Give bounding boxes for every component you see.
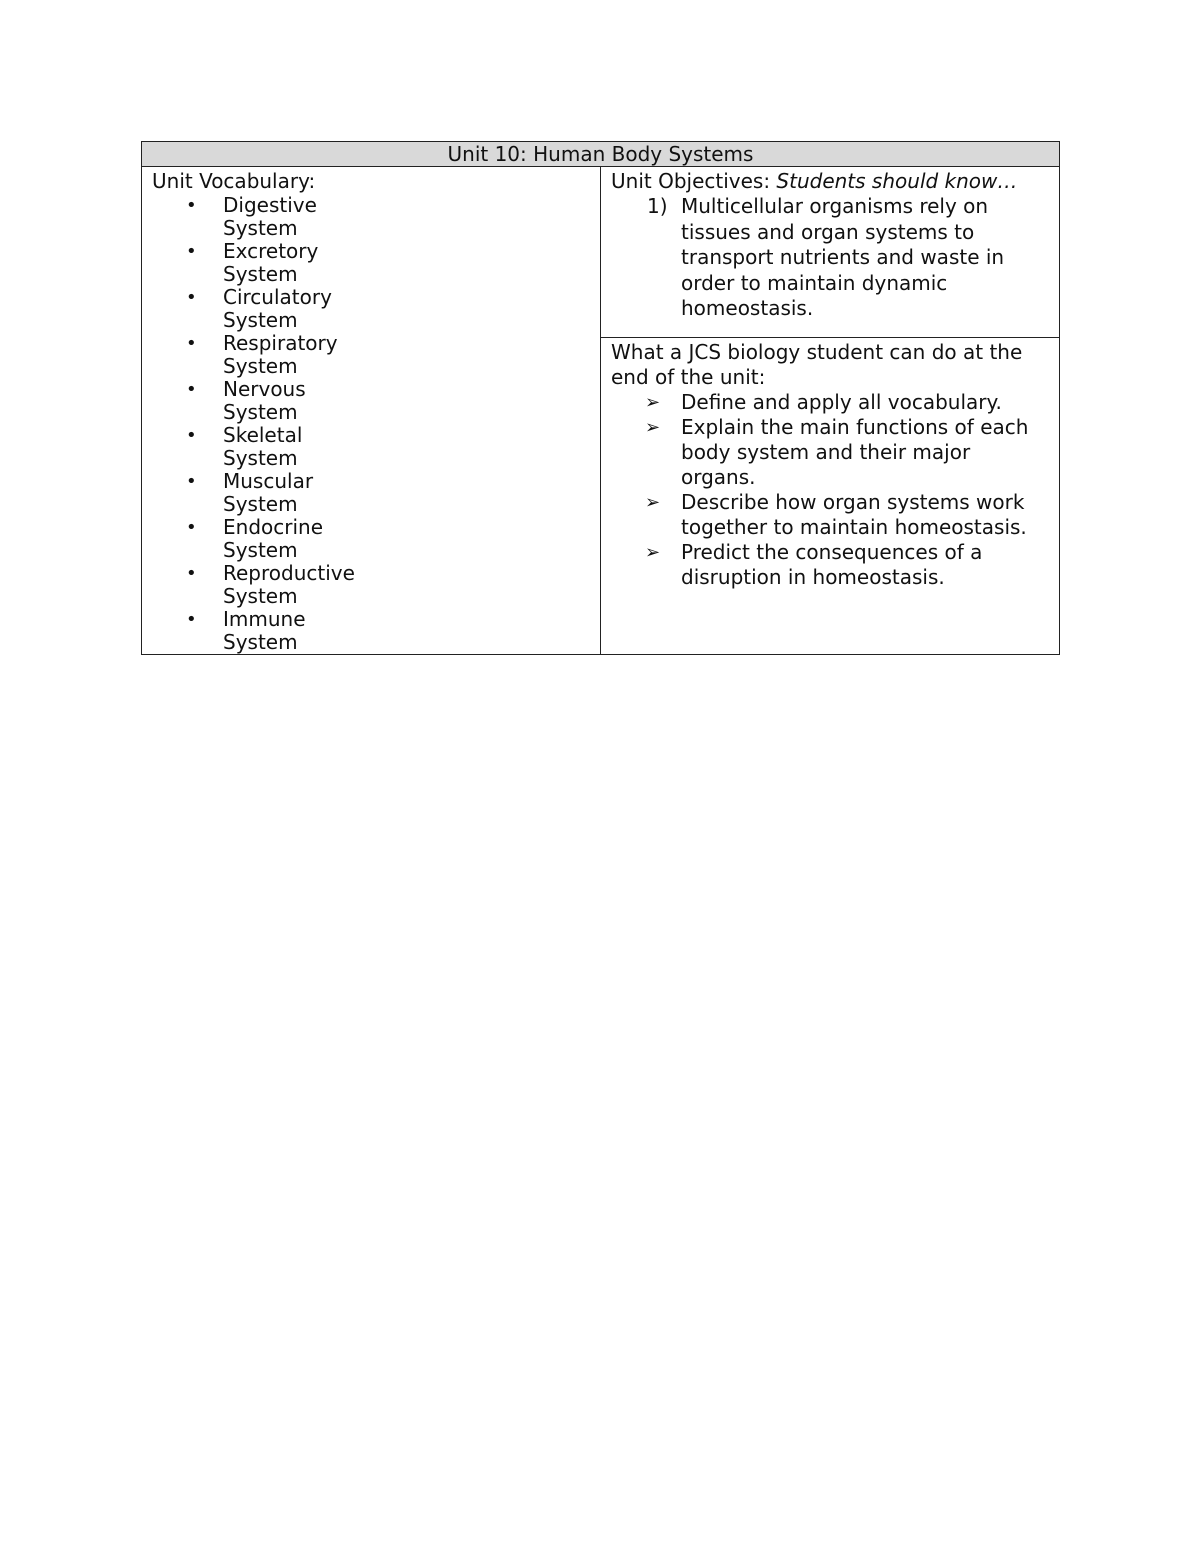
arrow-bullet-icon: ➢ — [645, 542, 661, 564]
title-row — [142, 142, 1060, 167]
vocabulary-term: Nervous — [223, 377, 306, 401]
can-do-cell — [601, 338, 1060, 655]
objectives-heading-label: Unit Objectives: — [611, 169, 777, 193]
vocabulary-term-suffix: System — [223, 630, 298, 654]
vocabulary-item — [152, 608, 600, 654]
vocabulary-term-suffix: System — [223, 584, 298, 608]
bullet-icon: • — [186, 425, 197, 446]
objective-item — [611, 194, 1049, 322]
vocabulary-term-suffix: System — [223, 216, 298, 240]
vocabulary-item — [152, 562, 600, 608]
vocabulary-term-suffix: System — [223, 354, 298, 378]
vocabulary-item — [152, 194, 600, 240]
vocabulary-item — [152, 378, 600, 424]
vocabulary-term-suffix: System — [223, 492, 298, 516]
vocabulary-item — [152, 516, 600, 562]
objective-text: Multicellular organisms rely on tissues and organ systems to transport nutrients and waste in order to maintain dynamic homeostasis. — [681, 194, 1005, 320]
vocabulary-term: Endocrine — [223, 515, 323, 539]
vocabulary-item — [152, 470, 600, 516]
arrow-bullet-icon: ➢ — [645, 417, 661, 439]
vocabulary-term-suffix: System — [223, 400, 298, 424]
vocabulary-item — [152, 424, 600, 470]
objectives-list — [611, 194, 1049, 322]
can-do-item — [611, 415, 1049, 490]
objectives-heading-italic: Students should know… — [776, 169, 1018, 193]
vocabulary-heading: Unit Vocabulary: — [152, 169, 316, 193]
arrow-bullet-icon: ➢ — [645, 492, 661, 514]
vocabulary-item — [152, 286, 600, 332]
vocabulary-term-suffix: System — [223, 308, 298, 332]
can-do-text: Explain the main functions of each body system and their major organs. — [681, 415, 1029, 490]
vocabulary-term: Immune — [223, 607, 306, 631]
can-do-item — [611, 490, 1049, 540]
can-do-heading: What a JCS biology student can do at the end of the unit: — [611, 340, 1023, 390]
unit-table — [141, 141, 1060, 655]
vocabulary-term-suffix: System — [223, 538, 298, 562]
objectives-cell — [601, 167, 1060, 338]
vocabulary-item — [152, 240, 600, 286]
bullet-icon: • — [186, 195, 197, 216]
vocabulary-term: Skeletal — [223, 423, 303, 447]
objectives-heading — [611, 169, 1049, 194]
can-do-text: Define and apply all vocabulary. — [681, 390, 1002, 415]
can-do-item — [611, 390, 1049, 415]
vocabulary-item — [152, 332, 600, 378]
vocabulary-term-suffix: System — [223, 446, 298, 470]
can-do-list — [611, 390, 1049, 590]
bullet-icon: • — [186, 379, 197, 400]
objectives-row — [142, 167, 1060, 338]
vocabulary-list — [152, 194, 600, 654]
bullet-icon: • — [186, 287, 197, 308]
can-do-text: Describe how organ systems work together to maintain homeostasis. — [681, 490, 1027, 540]
vocabulary-term: Respiratory — [223, 331, 338, 355]
vocabulary-term: Reproductive — [223, 561, 355, 585]
objective-number: 1) — [647, 194, 668, 218]
bullet-icon: • — [186, 563, 197, 584]
bullet-icon: • — [186, 333, 197, 354]
vocabulary-term-suffix: System — [223, 262, 298, 286]
bullet-icon: • — [186, 517, 197, 538]
vocabulary-cell — [142, 167, 601, 655]
vocabulary-term: Circulatory — [223, 285, 332, 309]
can-do-item — [611, 540, 1049, 590]
vocabulary-term: Digestive — [223, 193, 317, 217]
can-do-text: Predict the consequences of a disruption in homeostasis. — [681, 540, 983, 590]
bullet-icon: • — [186, 471, 197, 492]
vocabulary-term: Excretory — [223, 239, 319, 263]
bullet-icon: • — [186, 241, 197, 262]
unit-title: Unit 10: Human Body Systems — [142, 142, 1060, 167]
vocabulary-term: Muscular — [223, 469, 314, 493]
arrow-bullet-icon: ➢ — [645, 392, 661, 414]
bullet-icon: • — [186, 609, 197, 630]
